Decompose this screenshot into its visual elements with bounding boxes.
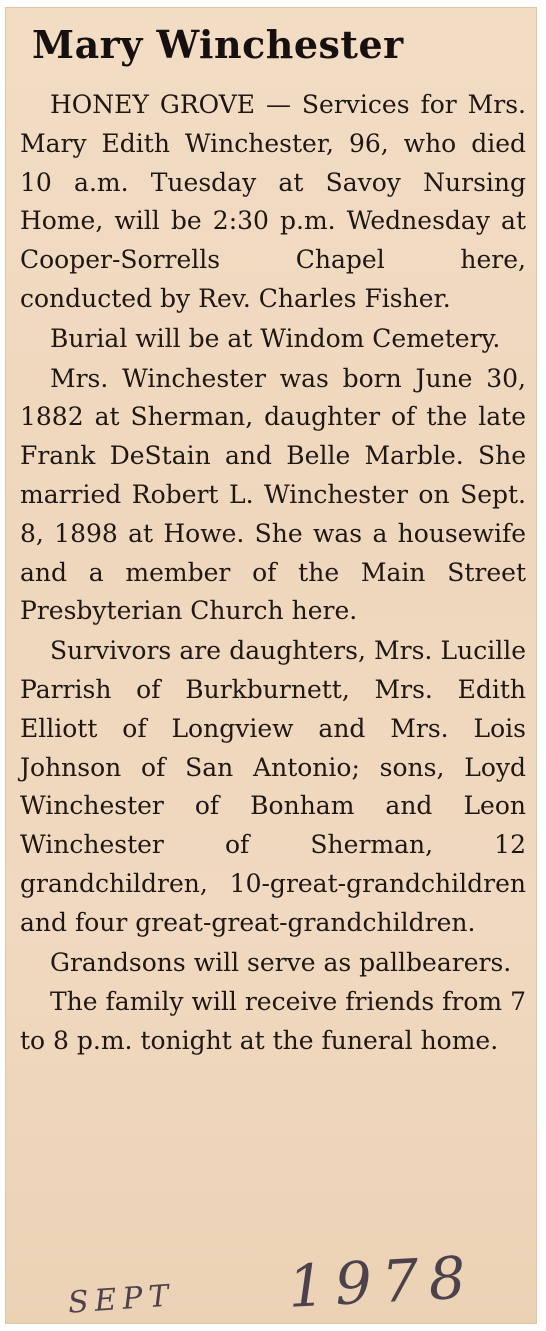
newspaper-clipping bbox=[6, 8, 536, 1323]
obituary-body bbox=[20, 86, 526, 1062]
paragraph-biography: Mrs. Winchester was born June 30, 1882 at Sherman, daughter of the late Frank DeStain and Belle Marble. She married Robert L. Winchester on Sept. 8, 1898 at Howe. She was a housewife and a member of the Main Street Presbyterian Church here. bbox=[20, 363, 526, 626]
handwritten-year: 1978 bbox=[286, 1243, 478, 1321]
paragraph-burial: Burial will be at Windom Cemetery. bbox=[50, 323, 501, 353]
obituary-headline: Mary Winchester bbox=[32, 22, 404, 67]
paragraph-visitation: The family will receive friends from 7 to 8 p.m. tonight at the funeral home. bbox=[20, 987, 526, 1056]
paragraph-survivors: Survivors are daughters, Mrs. Lucille Parrish of Burkburnett, Mrs. Edith Elliott of Longview and Mrs. Lois Johnson of San Antonio; sons, Loyd Winchester of Bonham and Leon Winchester of Sherman, 12 grandchildren, 10-great-grandchildren and four great-great-grandchildren. bbox=[20, 636, 526, 937]
paragraph-pallbearers: Grandsons will serve as pallbearers. bbox=[50, 947, 512, 977]
handwritten-month: SEPT bbox=[66, 1278, 176, 1321]
paragraph-services: HONEY GROVE — Services for Mrs. Mary Edith Winchester, 96, who died 10 a.m. Tuesday at Savoy Nursing Home, will be 2:30 p.m. Wednesday at Cooper-Sorrells Chapel here, conducted by Rev. Charles Fisher. bbox=[20, 90, 526, 313]
